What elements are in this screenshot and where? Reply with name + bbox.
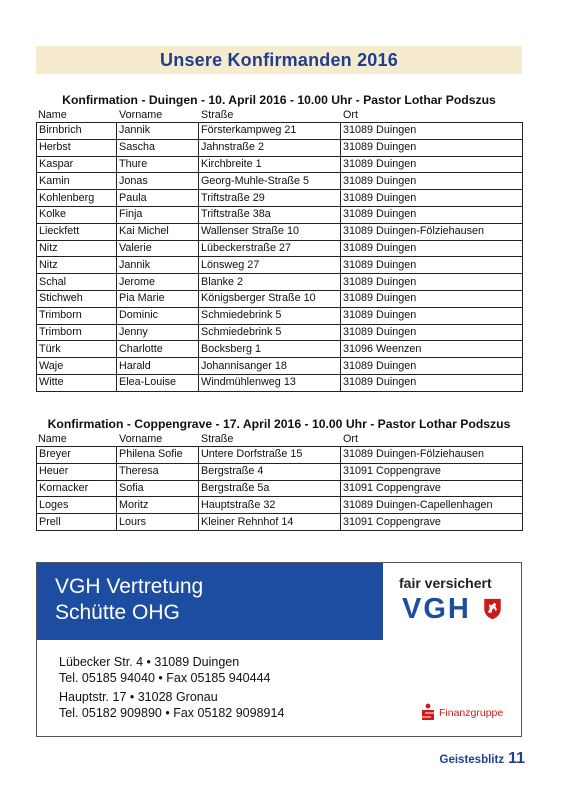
page-title-banner — [36, 46, 522, 74]
cell-vorname: Finja — [117, 206, 199, 223]
cell-ort: 31089 Duingen — [341, 307, 523, 324]
cell-ort: 31089 Duingen — [341, 173, 523, 190]
cell-strasse: Hauptstraße 32 — [199, 497, 341, 514]
cell-vorname: Kai Michel — [117, 223, 199, 240]
page-footer — [440, 750, 525, 768]
table-row — [37, 324, 523, 341]
cell-ort: 31089 Duingen — [341, 274, 523, 291]
cell-vorname: Philena Sofie — [117, 447, 199, 464]
cell-name: Nitz — [37, 257, 117, 274]
confirmand-table — [36, 122, 523, 392]
column-header-name: Name — [38, 109, 67, 121]
cell-strasse: Kirchbreite 1 — [199, 156, 341, 173]
cell-strasse: Kleiner Rehnhof 14 — [199, 514, 341, 531]
cell-name: Waje — [37, 358, 117, 375]
ad-address-1: Lübecker Str. 4 • 31089 Duingen — [59, 655, 240, 669]
cell-ort: 31089 Duingen-Fölziehausen — [341, 223, 523, 240]
column-header-vorname: Vorname — [119, 433, 163, 445]
section-coppengrave — [36, 416, 522, 531]
cell-strasse: Königsberger Straße 10 — [199, 290, 341, 307]
page-number: 11 — [508, 750, 525, 767]
cell-vorname: Dominic — [117, 307, 199, 324]
table-row — [37, 497, 523, 514]
cell-ort: 31089 Duingen — [341, 257, 523, 274]
cell-ort: 31091 Coppengrave — [341, 514, 523, 531]
cell-strasse: Lönsweg 27 — [199, 257, 341, 274]
table-row — [37, 374, 523, 391]
cell-name: Stichweh — [37, 290, 117, 307]
cell-ort: 31089 Duingen-Fölziehausen — [341, 447, 523, 464]
ad-company-line1: VGH Vertretung — [55, 575, 204, 598]
cell-vorname: Thure — [117, 156, 199, 173]
ad-address-2: Hauptstr. 17 • 31028 Gronau — [59, 690, 218, 704]
cell-vorname: Paula — [117, 190, 199, 207]
table-row — [37, 156, 523, 173]
cell-vorname: Jannik — [117, 257, 199, 274]
cell-name: Schal — [37, 274, 117, 291]
table-row — [37, 257, 523, 274]
cell-strasse: Schmiedebrink 5 — [199, 324, 341, 341]
ad-finanzgruppe: Finanzgruppe — [439, 707, 504, 719]
cell-strasse: Johannisanger 18 — [199, 358, 341, 375]
section-duingen — [36, 92, 522, 392]
column-header-name: Name — [38, 433, 67, 445]
cell-vorname: Sofia — [117, 480, 199, 497]
cell-vorname: Sascha — [117, 139, 199, 156]
cell-vorname: Lours — [117, 514, 199, 531]
ad-company-line2: Schütte OHG — [55, 601, 180, 624]
cell-vorname: Charlotte — [117, 341, 199, 358]
cell-ort: 31096 Weenzen — [341, 341, 523, 358]
vgh-logo: VGH — [402, 593, 471, 625]
cell-strasse: Bergstraße 4 — [199, 463, 341, 480]
cell-vorname: Jenny — [117, 324, 199, 341]
horse-shield-icon — [483, 598, 502, 620]
cell-strasse: Bocksberg 1 — [199, 341, 341, 358]
cell-vorname: Moritz — [117, 497, 199, 514]
table-row — [37, 307, 523, 324]
vgh-advertisement — [36, 562, 522, 737]
ad-company-panel — [37, 563, 383, 640]
cell-name: Birnbrich — [37, 123, 117, 140]
column-headers — [36, 108, 522, 122]
ad-phone-2: Tel. 05182 909890 • Fax 05182 9098914 — [59, 706, 285, 720]
section-heading: Konfirmation - Coppengrave - 17. April 2016 - 10.00 Uhr - Pastor Lothar Podszus — [47, 417, 511, 431]
cell-name: Herbst — [37, 139, 117, 156]
cell-ort: 31089 Duingen — [341, 190, 523, 207]
table-row — [37, 480, 523, 497]
cell-vorname: Elea-Louise — [117, 374, 199, 391]
cell-vorname: Pia Marie — [117, 290, 199, 307]
cell-name: Kornacker — [37, 480, 117, 497]
section-heading: Konfirmation - Duingen - 10. April 2016 - 10.00 Uhr - Pastor Lothar Podszus — [62, 93, 496, 107]
cell-name: Kamin — [37, 173, 117, 190]
ad-slogan: fair versichert — [399, 575, 492, 591]
cell-name: Breyer — [37, 447, 117, 464]
column-header-strasse: Straße — [201, 109, 234, 121]
cell-strasse: Untere Dorfstraße 15 — [199, 447, 341, 464]
cell-name: Kolke — [37, 206, 117, 223]
cell-vorname: Theresa — [117, 463, 199, 480]
column-header-ort: Ort — [343, 433, 358, 445]
cell-name: Trimborn — [37, 324, 117, 341]
cell-ort: 31089 Duingen — [341, 139, 523, 156]
table-row — [37, 463, 523, 480]
cell-ort: 31089 Duingen — [341, 240, 523, 257]
table-row — [37, 173, 523, 190]
cell-strasse: Bergstraße 5a — [199, 480, 341, 497]
table-row — [37, 123, 523, 140]
table-row — [37, 341, 523, 358]
column-headers — [36, 432, 522, 446]
table-row — [37, 290, 523, 307]
cell-name: Witte — [37, 374, 117, 391]
cell-name: Kohlenberg — [37, 190, 117, 207]
cell-name: Heuer — [37, 463, 117, 480]
table-row — [37, 206, 523, 223]
cell-strasse: Triftstraße 38a — [199, 206, 341, 223]
cell-ort: 31089 Duingen — [341, 324, 523, 341]
cell-strasse: Lübeckerstraße 27 — [199, 240, 341, 257]
cell-strasse: Försterkampweg 21 — [199, 123, 341, 140]
cell-ort: 31089 Duingen — [341, 374, 523, 391]
table-row — [37, 514, 523, 531]
cell-strasse: Schmiedebrink 5 — [199, 307, 341, 324]
cell-name: Türk — [37, 341, 117, 358]
cell-ort: 31089 Duingen — [341, 206, 523, 223]
ad-phone-1: Tel. 05185 94040 • Fax 05185 940444 — [59, 671, 271, 685]
cell-name: Kaspar — [37, 156, 117, 173]
cell-ort: 31089 Duingen — [341, 123, 523, 140]
cell-vorname: Jerome — [117, 274, 199, 291]
cell-name: Prell — [37, 514, 117, 531]
cell-strasse: Windmühlenweg 13 — [199, 374, 341, 391]
table-row — [37, 358, 523, 375]
table-row — [37, 190, 523, 207]
cell-ort: 31089 Duingen-Capellenhagen — [341, 497, 523, 514]
magazine-name: Geistesblitz — [439, 754, 505, 766]
sparkasse-icon — [420, 703, 436, 721]
cell-vorname: Valerie — [117, 240, 199, 257]
cell-strasse: Blanke 2 — [199, 274, 341, 291]
cell-strasse: Jahnstraße 2 — [199, 139, 341, 156]
cell-name: Lieckfett — [37, 223, 117, 240]
cell-strasse: Triftstraße 29 — [199, 190, 341, 207]
cell-name: Nitz — [37, 240, 117, 257]
column-header-ort: Ort — [343, 109, 358, 121]
cell-ort: 31091 Coppengrave — [341, 463, 523, 480]
cell-vorname: Jonas — [117, 173, 199, 190]
cell-ort: 31089 Duingen — [341, 358, 523, 375]
table-row — [37, 447, 523, 464]
cell-strasse: Georg-Muhle-Straße 5 — [199, 173, 341, 190]
table-row — [37, 240, 523, 257]
cell-name: Trimborn — [37, 307, 117, 324]
confirmand-table — [36, 446, 523, 531]
page-title: Unsere Konfirmanden 2016 — [160, 49, 398, 70]
cell-strasse: Wallenser Straße 10 — [199, 223, 341, 240]
table-row — [37, 274, 523, 291]
cell-ort: 31089 Duingen — [341, 156, 523, 173]
cell-vorname: Jannik — [117, 123, 199, 140]
cell-name: Loges — [37, 497, 117, 514]
table-row — [37, 223, 523, 240]
cell-ort: 31089 Duingen — [341, 290, 523, 307]
table-row — [37, 139, 523, 156]
column-header-vorname: Vorname — [119, 109, 163, 121]
cell-ort: 31091 Coppengrave — [341, 480, 523, 497]
cell-vorname: Harald — [117, 358, 199, 375]
column-header-strasse: Straße — [201, 433, 234, 445]
